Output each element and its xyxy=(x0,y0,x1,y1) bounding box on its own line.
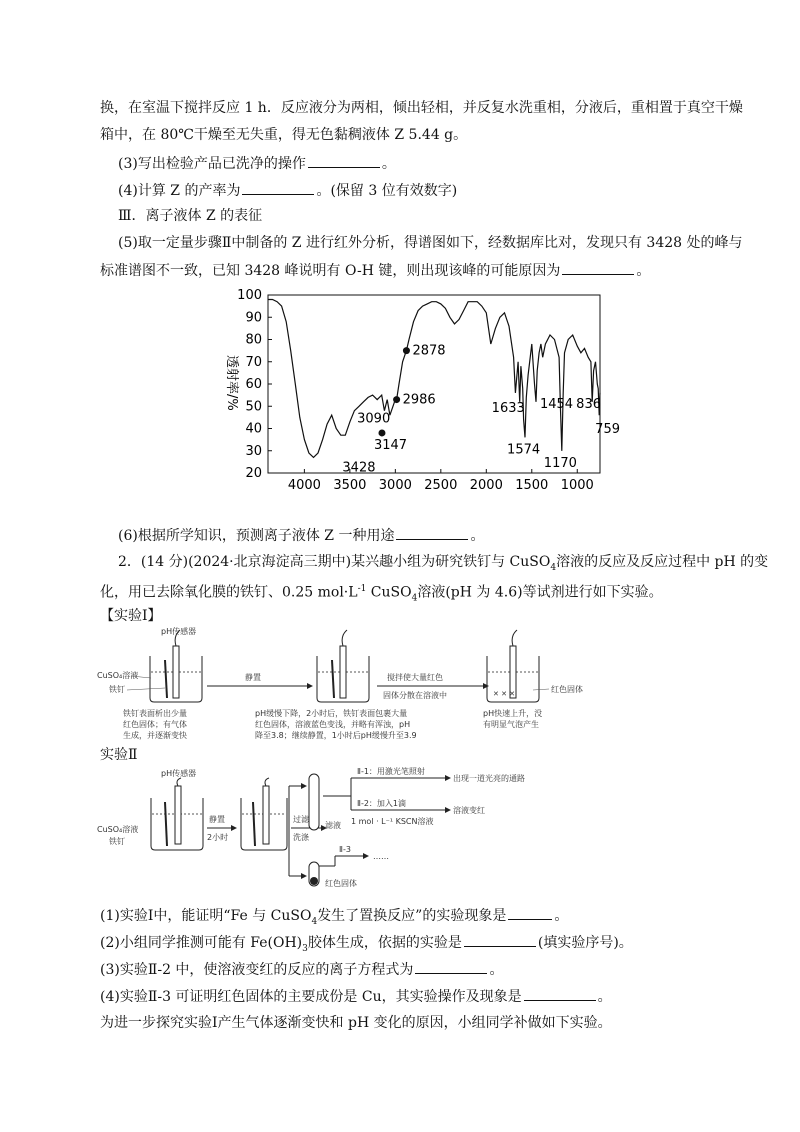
answer-blank[interactable] xyxy=(562,260,634,275)
question-text: (6)根据所学知识，预测离子液体 Z 一种用途 xyxy=(118,528,395,544)
x-tick-label: 2500 xyxy=(424,478,458,493)
problem-2-intro-line2 xyxy=(100,579,663,608)
subscript: 4 xyxy=(411,593,418,604)
y-tick-label: 40 xyxy=(245,421,262,437)
text: 溶液的反应及反应过程中 pH 的变 xyxy=(556,554,769,570)
branch-result: 溶液变红 xyxy=(453,806,485,815)
punct: 。 xyxy=(554,908,569,924)
peak-label: 759 xyxy=(595,422,621,438)
text: 2．(14 分)(2024·北京海淀高三期中)某兴趣小组为研究铁钉与 CuSO xyxy=(118,554,551,570)
branch-result: 出现一道光亮的通路 xyxy=(453,774,525,783)
label-solution: CuSO₄溶液 xyxy=(97,671,139,680)
subscript: 4 xyxy=(550,562,557,573)
spectrum-line xyxy=(268,300,600,458)
punct: 。 xyxy=(597,989,612,1005)
answer-blank[interactable] xyxy=(396,525,468,540)
branch-label: Ⅱ-1：用激光笔照射 xyxy=(357,767,425,776)
answer-blank[interactable] xyxy=(415,959,487,974)
x-tick-label: 3500 xyxy=(333,478,367,493)
text: 溶液(pH 为 4.6)等试剂进行如下实验。 xyxy=(417,584,663,601)
question-4b xyxy=(100,986,612,1007)
closing-paragraph: 为进一步探究实验Ⅰ产生气体逐渐变快和 pH 变化的原因，小组同学补做如下实验。 xyxy=(100,1015,612,1031)
peak-marker xyxy=(403,347,410,354)
step-label: 2小时 xyxy=(207,833,229,842)
y-axis-label: 透射率/% xyxy=(224,355,239,411)
question-text: (4)实验Ⅱ-3 可证明红色固体的主要成份是 Cu，其实验操作及现象是 xyxy=(100,989,522,1005)
test-tube xyxy=(309,774,319,830)
peak-label: 3428 xyxy=(342,460,376,476)
answer-blank[interactable] xyxy=(508,905,552,920)
experiment-1-diagram xyxy=(95,626,695,742)
y-tick-label: 30 xyxy=(245,443,262,459)
label-ph-sensor: pH传感器 xyxy=(161,627,197,636)
superscript: -1 xyxy=(357,584,367,594)
label-nail: 铁钉 xyxy=(109,837,125,846)
label-filtrate: 滤液 xyxy=(325,821,341,830)
question-1 xyxy=(100,905,568,932)
label-ph-sensor: pH传感器 xyxy=(161,769,197,778)
question-text-tail: (填实验序号)。 xyxy=(537,935,633,951)
x-tick-label: 1500 xyxy=(515,478,549,493)
paragraph-line: 换，在室温下搅拌反应 1 h．反应液分为两相，倾出轻相，并反复水洗重相，分液后，重相置于真空干燥 xyxy=(100,100,743,116)
y-tick-label: 70 xyxy=(245,354,262,370)
beaker-2 xyxy=(241,778,287,850)
peak-label: 2986 xyxy=(402,392,436,408)
plot-frame xyxy=(268,295,600,476)
y-tick-label: 100 xyxy=(237,288,262,303)
x-tick-label: 4000 xyxy=(287,478,321,493)
x-tick-label: 3000 xyxy=(378,478,412,493)
step-label: 静置 xyxy=(209,815,225,824)
punct: 。 xyxy=(636,263,651,279)
peak-label: 1633 xyxy=(491,400,525,416)
peak-marker xyxy=(378,429,385,436)
arrow-label: 静置 xyxy=(245,673,261,682)
peak-label: 3147 xyxy=(373,437,408,453)
beaker-1 xyxy=(151,778,203,850)
y-tick-label: 20 xyxy=(245,466,262,481)
text: 化，用已去除氧化膜的铁钉、0.25 mol·L xyxy=(100,584,358,601)
subscript: 4 xyxy=(311,916,318,927)
branch-label: Ⅱ-3 xyxy=(339,845,351,854)
peak-label: 1574 xyxy=(507,442,541,458)
answer-blank[interactable] xyxy=(524,986,596,1001)
label-red-solid: 红色固体 xyxy=(551,685,583,694)
beaker-1 xyxy=(150,630,202,702)
question-3 xyxy=(118,153,396,174)
ph-sensor-probe xyxy=(173,646,179,698)
x-tick-label: 2000 xyxy=(469,478,503,493)
y-tick-label: 50 xyxy=(245,399,262,415)
arrow-label-top: 搅拌使大量红色 xyxy=(387,673,443,682)
text: CuSO xyxy=(366,584,412,601)
label-nail: 铁钉 xyxy=(109,685,125,694)
question-3b xyxy=(100,959,503,980)
observation-text: pH缓慢下降，2小时后，铁钉表面包裹大量 xyxy=(255,709,408,718)
iron-nail xyxy=(165,660,167,698)
observation-text: 铁钉表面析出少量 xyxy=(123,709,187,718)
observation-text: 生成，并逐渐变快 xyxy=(123,731,187,740)
peak-label: 2878 xyxy=(412,343,446,359)
paragraph-line: 箱中，在 80℃干燥至无失重，得无色黏稠液体 Z 5.44 g。 xyxy=(100,127,468,143)
question-text: (4)计算 Z 的产率为 xyxy=(118,183,241,199)
punct: 。 xyxy=(381,156,396,172)
peak-label: 836 xyxy=(576,396,602,412)
reagent-label: 1 mol · L⁻¹ KSCN溶液 xyxy=(351,817,434,826)
step-label: 洗涤 xyxy=(293,833,309,842)
experiment-1-title: 【实验Ⅰ】 xyxy=(100,608,162,624)
branch-label: Ⅱ-2：加入1滴 xyxy=(357,799,407,808)
label-red-solid: 红色固体 xyxy=(325,879,357,888)
question-text: (1)实验Ⅰ中，能证明“Fe 与 CuSO xyxy=(100,908,312,924)
answer-blank[interactable] xyxy=(464,932,536,947)
question-text: (3)写出检验产品已洗净的操作 xyxy=(118,156,306,172)
experiment-2-title: 实验Ⅱ xyxy=(100,747,138,763)
y-tick-label: 60 xyxy=(245,377,262,392)
ir-spectrum-chart xyxy=(210,285,621,500)
svg-text:✕ ✕ ✕: ✕ ✕ ✕ xyxy=(493,690,516,698)
step-label: 过滤 xyxy=(293,815,309,824)
question-text: 胶体生成，依据的实验是 xyxy=(307,935,462,951)
x-tick-label: 1000 xyxy=(560,478,594,493)
arrow-label-bottom: 固体分散在溶液中 xyxy=(383,691,447,700)
question-text-tail: 。(保留 3 位有效数字) xyxy=(316,183,458,199)
question-6 xyxy=(118,525,484,546)
section-heading: Ⅲ．离子液体 Z 的表征 xyxy=(118,208,263,224)
peak-marker xyxy=(393,396,400,403)
observation-text: 有明显气泡产生 xyxy=(483,720,539,729)
punct: 。 xyxy=(489,962,504,978)
label-solution: CuSO₄溶液 xyxy=(97,825,139,834)
y-tick-label: 80 xyxy=(245,332,262,348)
question-text: 发生了置换反应”的实验现象是 xyxy=(317,908,507,924)
question-2 xyxy=(100,932,633,959)
question-4 xyxy=(118,180,457,201)
experiment-2-diagram xyxy=(95,766,655,892)
answer-blank[interactable] xyxy=(242,180,314,195)
beaker-3 xyxy=(487,630,539,702)
y-tick-label: 90 xyxy=(245,310,262,326)
branch-result: …… xyxy=(373,852,389,861)
question-text: 标准谱图不一致，已知 3428 峰说明有 O-H 键，则出现该峰的可能原因为 xyxy=(100,263,561,279)
observation-text: 降至3.8；继续静置，1小时后pH缓慢升至3.9 xyxy=(255,731,417,740)
observation-text: 红色固体，溶液蓝色变浅，并略有浑浊，pH xyxy=(255,720,411,729)
subscript: 3 xyxy=(302,943,308,954)
punct: 。 xyxy=(470,528,485,544)
problem-2-intro-line1 xyxy=(118,552,768,578)
beaker-2 xyxy=(317,630,369,702)
peak-label: 1454 xyxy=(539,396,574,412)
question-text: (2)小组同学推测可能有 Fe(OH) xyxy=(100,935,303,951)
question-5-line1: (5)取一定量步骤Ⅱ中制备的 Z 进行红外分析，得谱图如下，经数据库比对，发现只有 3428 处的峰与 xyxy=(118,235,743,251)
peak-label: 3090 xyxy=(357,411,391,427)
answer-blank[interactable] xyxy=(308,153,380,168)
peak-label: 1170 xyxy=(543,455,577,471)
question-5-line2 xyxy=(100,260,650,281)
observation-text: pH快速上升，没 xyxy=(483,709,543,718)
question-text: (3)实验Ⅱ-2 中，使溶液变红的反应的离子方程式为 xyxy=(100,962,414,978)
observation-text: 红色固体；有气体 xyxy=(123,720,187,729)
